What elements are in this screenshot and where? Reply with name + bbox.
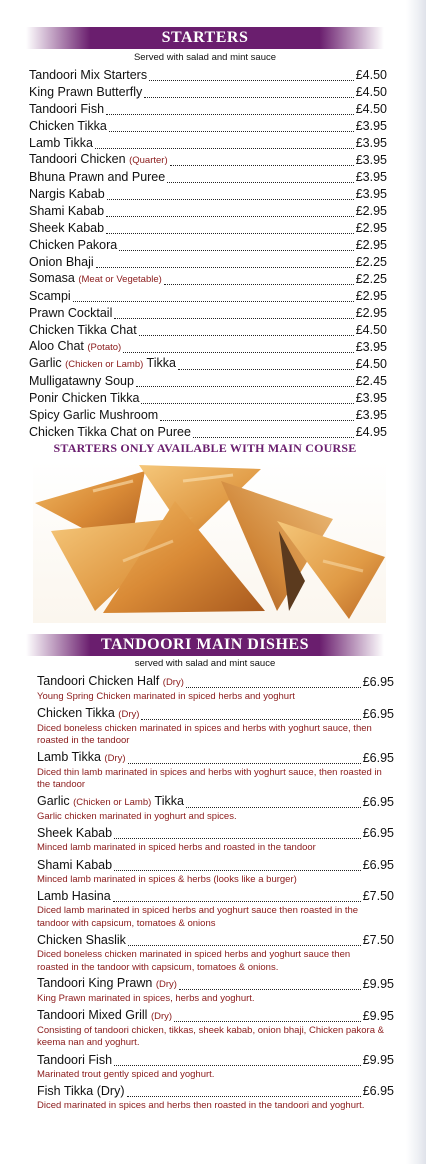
- dish-description: Minced lamb marinated in spiced herbs and roasted in the tandoor: [37, 842, 316, 853]
- item-name-group: [37, 1083, 125, 1100]
- dot-leader: [109, 119, 354, 132]
- item-price: £6.95: [362, 750, 394, 765]
- item-price: £3.95: [355, 170, 387, 184]
- dish-description: Diced marinated in spices and herbs then roasted in the tandoori and yoghurt.: [37, 1100, 365, 1111]
- item-name-suffix: Tikka: [154, 793, 184, 808]
- dot-leader: [128, 751, 361, 764]
- dot-leader: [186, 795, 361, 808]
- item-name-group: [29, 67, 147, 84]
- item-name: Garlic: [37, 793, 70, 808]
- dot-leader: [179, 977, 361, 990]
- item-name: Fish Tikka (Dry): [37, 1084, 125, 1098]
- item-name-group: [37, 888, 111, 905]
- item-price: £2.95: [355, 221, 387, 235]
- item-note: (Meat or Vegetable): [78, 274, 162, 285]
- item-note: (Quarter): [129, 155, 168, 166]
- dot-leader: [193, 425, 354, 438]
- dot-leader: [164, 272, 354, 285]
- dot-leader: [141, 391, 353, 404]
- dish-item: [37, 794, 394, 824]
- item-name-suffix: Tikka: [146, 356, 176, 370]
- menu-row: [29, 271, 387, 288]
- item-note: (Dry): [150, 1010, 173, 1022]
- dish-item: [37, 750, 394, 792]
- dish-description: Garlic chicken marinated in yoghurt and spices.: [37, 810, 237, 822]
- menu-row: [29, 101, 387, 118]
- item-name-group: [29, 118, 107, 135]
- item-name-group: [37, 673, 184, 691]
- menu-row: [37, 932, 394, 949]
- item-name-group: [37, 1052, 112, 1069]
- item-note: (Dry): [118, 708, 140, 720]
- item-name-group: [29, 254, 94, 271]
- menu-row: [37, 674, 394, 691]
- menu-row: [29, 254, 387, 271]
- menu-row: [29, 237, 387, 254]
- item-price: £6.95: [362, 706, 394, 721]
- item-price: £6.95: [362, 857, 394, 872]
- dish-description: Young Spring Chicken marinated in spiced herbs and yoghurt: [37, 691, 295, 702]
- item-name: Chicken Tikka: [37, 705, 115, 720]
- item-name: Chicken Shaslik: [37, 933, 126, 947]
- menu-row: [29, 152, 387, 169]
- dish-item: [37, 888, 394, 930]
- dish-description: King Prawn marinated in spices, herbs and yoghurt.: [37, 993, 255, 1004]
- item-name: Chicken Tikka Chat on Puree: [29, 425, 191, 439]
- item-name-group: [37, 825, 112, 842]
- menu-row: [29, 186, 387, 203]
- menu-row: [29, 118, 387, 135]
- menu-row: [37, 794, 394, 811]
- item-name: Aloo Chat: [29, 339, 84, 353]
- menu-row: [29, 390, 387, 407]
- item-name-group: [29, 355, 176, 373]
- item-name: Shami Kabab: [37, 857, 113, 872]
- item-name: King Prawn Butterfly: [29, 85, 143, 99]
- item-name-group: [29, 424, 191, 441]
- item-note: (Potato): [87, 342, 122, 353]
- menu-row: [29, 67, 387, 84]
- menu-row: [29, 322, 387, 339]
- starters-subtitle: Served with salad and mint sauce: [133, 52, 277, 63]
- dish-description: Consisting of tandoori chicken, tikkas, sheek kabab, onion bhaji, Chicken pakora & keema nan and yoghurt.: [37, 1024, 384, 1048]
- item-price: £3.95: [355, 119, 387, 133]
- dot-leader: [128, 933, 361, 946]
- starters-footnote: STARTERS ONLY AVAILABLE WITH MAIN COURSE: [53, 441, 357, 455]
- item-note: (Dry): [162, 677, 184, 688]
- item-name-group: [29, 270, 162, 288]
- item-price: £9.95: [362, 1008, 394, 1023]
- dish-description: Diced lamb marinated in spiced herbs and yoghurt sauce then roasted in the tandoor with capsicum, tomatoes & onions: [37, 905, 359, 929]
- item-price: £6.95: [362, 675, 394, 689]
- item-price: £2.95: [355, 306, 387, 320]
- item-name-group: [37, 793, 184, 811]
- item-note: (Dry): [155, 979, 177, 990]
- menu-row: [29, 424, 387, 441]
- item-price: £6.95: [362, 1084, 394, 1098]
- item-name-group: [29, 390, 139, 407]
- item-name: Tandoori Chicken: [29, 152, 126, 166]
- dish-item: [37, 976, 394, 1006]
- dot-leader: [127, 1084, 361, 1097]
- dot-leader: [174, 1009, 361, 1022]
- starters-list: [29, 67, 387, 441]
- menu-row: [37, 976, 394, 993]
- dish-description: Minced lamb marinated in spices & herbs (looks like a burger): [37, 873, 297, 885]
- item-price: £2.95: [355, 204, 387, 218]
- item-name: Sheek Kabab: [37, 826, 113, 840]
- dish-description: Diced boneless chicken marinated in spiced herbs and yoghurt sauce then roasted in the tandoor with capsicum, tomatoes & onions.: [37, 949, 351, 973]
- dish-item: [37, 857, 394, 887]
- item-price: £3.95: [355, 408, 387, 422]
- item-name-group: [37, 705, 139, 723]
- item-price: £2.25: [355, 272, 387, 286]
- menu-row: [37, 706, 394, 723]
- menu-row: [37, 1008, 394, 1025]
- item-name-group: [29, 151, 168, 169]
- item-name-group: [29, 373, 134, 390]
- dot-leader: [123, 340, 354, 353]
- item-name: Onion Bhaji: [29, 255, 94, 269]
- item-price: £7.50: [362, 889, 394, 903]
- item-name-group: [29, 186, 105, 203]
- item-price: £4.95: [355, 425, 387, 439]
- item-name-group: [37, 975, 177, 993]
- samosa-photo: [33, 461, 386, 623]
- menu-row: [29, 169, 387, 186]
- item-name: Sheek Kabab: [29, 221, 105, 235]
- dot-leader: [170, 153, 354, 166]
- dot-leader: [106, 204, 354, 217]
- dish-item: [37, 932, 394, 974]
- dish-item: [37, 1052, 394, 1082]
- menu-row: [29, 373, 387, 390]
- dot-leader: [141, 707, 360, 720]
- item-name: Somasa: [29, 271, 75, 285]
- dish-item: [37, 706, 394, 748]
- menu-row: [37, 1052, 394, 1069]
- item-name: Ponir Chicken Tikka: [29, 391, 140, 405]
- item-price: £9.95: [362, 1052, 394, 1067]
- item-name: Spicy Garlic Mushroom: [29, 408, 159, 422]
- item-price: £4.50: [355, 85, 387, 99]
- menu-row: [29, 220, 387, 237]
- item-name: Chicken Tikka: [29, 119, 107, 133]
- item-price: £3.95: [355, 153, 387, 167]
- dish-item: [37, 1008, 394, 1050]
- item-price: £2.45: [355, 374, 387, 388]
- starters-banner: STARTERS: [26, 27, 384, 49]
- dot-leader: [186, 675, 361, 688]
- dot-leader: [119, 238, 353, 251]
- dot-leader: [114, 306, 353, 319]
- dot-leader: [113, 889, 361, 902]
- item-name: Lamb Hasina: [37, 889, 111, 903]
- mains-banner: TANDOORI MAIN DISHES: [26, 634, 384, 656]
- item-name: Scampi: [29, 289, 71, 303]
- menu-row: [29, 407, 387, 424]
- item-price: £4.50: [355, 357, 387, 371]
- menu-row: [29, 305, 387, 322]
- dish-item: [37, 1083, 394, 1113]
- dot-leader: [144, 85, 353, 98]
- item-name-group: [29, 407, 158, 424]
- item-name-group: [29, 322, 137, 339]
- dish-description: Marinated trout gently spiced and yoghurt.: [37, 1068, 215, 1080]
- item-name-group: [29, 220, 104, 237]
- item-name: Tandoori Chicken Half: [37, 674, 160, 688]
- item-price: £3.95: [355, 340, 387, 354]
- menu-row: [37, 857, 394, 874]
- dish-description: Diced boneless chicken marinated in spices and herbs with yoghurt sauce, then roasted in the tandoor: [37, 722, 372, 746]
- item-name: Tandoori Fish: [37, 1052, 113, 1067]
- item-note: (Chicken or Lamb): [73, 796, 152, 808]
- dot-leader: [114, 858, 361, 871]
- menu-row: [29, 84, 387, 101]
- item-name: Shami Kabab: [29, 204, 105, 218]
- dish-item: [37, 825, 394, 855]
- item-name-group: [37, 749, 126, 767]
- item-price: £4.50: [355, 68, 387, 82]
- item-name-group: [29, 305, 112, 322]
- dot-leader: [167, 170, 354, 183]
- item-name: Tandoori Mixed Grill: [37, 1007, 148, 1022]
- samosa-icon: [33, 461, 386, 623]
- item-name: Tandoori Mix Starters: [29, 68, 148, 82]
- mains-subtitle: served with salad and mint sauce: [134, 658, 276, 669]
- item-name-group: [29, 338, 121, 356]
- item-price: £3.95: [355, 136, 387, 150]
- dot-leader: [106, 102, 354, 115]
- item-price: £6.95: [362, 826, 394, 840]
- dot-leader: [139, 323, 354, 336]
- item-name: Mulligatawny Soup: [29, 374, 134, 388]
- item-price: £6.95: [362, 794, 394, 809]
- dot-leader: [114, 826, 361, 839]
- menu-row: [29, 339, 387, 356]
- menu-row: [37, 825, 394, 842]
- menu-row: [29, 135, 387, 152]
- item-name-group: [37, 932, 126, 949]
- item-name: Lamb Tikka: [29, 136, 93, 150]
- item-name: Lamb Tikka: [37, 749, 101, 764]
- item-name: Tandoori Fish: [29, 102, 105, 116]
- dot-leader: [160, 408, 354, 421]
- menu-row: [37, 750, 394, 767]
- dot-leader: [149, 68, 354, 81]
- dot-leader: [96, 255, 354, 268]
- item-name: Garlic: [29, 356, 62, 370]
- item-price: £4.50: [355, 102, 387, 116]
- item-name-group: [29, 135, 93, 152]
- menu-row: [29, 288, 387, 305]
- item-price: £3.95: [355, 391, 387, 405]
- item-price: £7.50: [362, 933, 394, 947]
- item-name-group: [29, 203, 104, 220]
- dot-leader: [95, 136, 354, 149]
- item-price: £4.50: [355, 323, 387, 337]
- dot-leader: [73, 289, 354, 302]
- item-price: £2.95: [355, 289, 387, 303]
- page-edge: [406, 0, 426, 1164]
- dot-leader: [106, 221, 354, 234]
- item-name-group: [37, 857, 112, 874]
- item-note: (Chicken or Lamb): [65, 359, 144, 370]
- dish-description: Diced thin lamb marinated in spices and herbs with yoghurt sauce, then roasted in the tandoor: [37, 766, 382, 790]
- item-price: £2.25: [355, 255, 387, 269]
- item-name-group: [29, 169, 165, 186]
- dot-leader: [107, 187, 354, 200]
- dot-leader: [114, 1053, 361, 1066]
- item-price: £9.95: [362, 977, 394, 991]
- item-name: Bhuna Prawn and Puree: [29, 170, 166, 184]
- menu-row: [29, 356, 387, 373]
- item-price: £3.95: [355, 187, 387, 201]
- item-name: Nargis Kabab: [29, 187, 105, 201]
- item-name: Prawn Cocktail: [29, 306, 113, 320]
- dot-leader: [178, 357, 354, 370]
- item-name-group: [29, 237, 117, 254]
- item-name-group: [29, 84, 142, 101]
- item-name-group: [37, 1007, 172, 1025]
- item-price: £2.95: [355, 238, 387, 252]
- menu-row: [29, 203, 387, 220]
- item-name: Chicken Pakora: [29, 238, 118, 252]
- menu-row: [37, 888, 394, 905]
- item-note: (Dry): [104, 752, 126, 764]
- item-name-group: [29, 288, 71, 305]
- item-name-group: [29, 101, 104, 118]
- menu-row: [37, 1083, 394, 1100]
- item-name: Tandoori King Prawn: [37, 976, 153, 990]
- mains-list: [37, 674, 394, 1115]
- item-name: Chicken Tikka Chat: [29, 323, 137, 337]
- dish-item: [37, 674, 394, 704]
- dot-leader: [136, 374, 354, 387]
